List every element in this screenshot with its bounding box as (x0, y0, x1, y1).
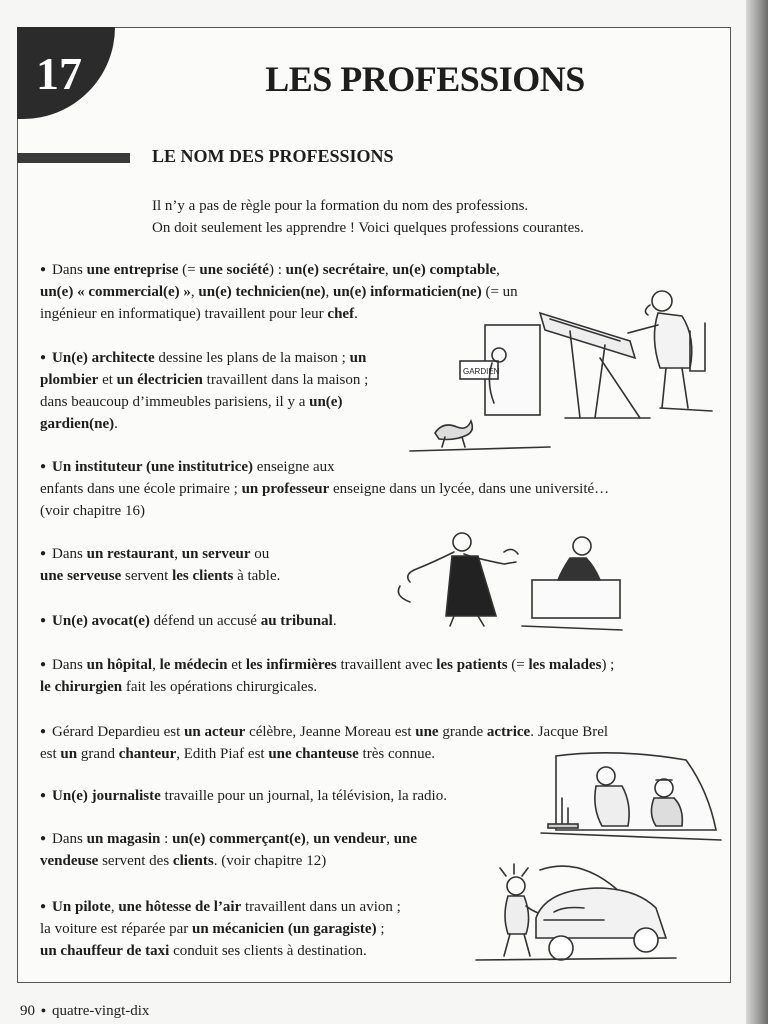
chapter-number: 17 (17, 27, 115, 119)
gardien-sign: GARDIEN (463, 367, 500, 376)
paragraph-magasin: ● Dans un magasin : un(e) commerçant(e), un vendeur, une vendeuse servent des clients. (voir chapitre 12) (40, 831, 418, 869)
intro-text (152, 195, 584, 239)
intro-line-1: Il n’y a pas de règle pour la formation du nom des professions. (152, 198, 529, 214)
taxi-illustration (536, 748, 726, 848)
section-title: LE NOM DES PROFESSIONS (152, 146, 394, 166)
paragraph-avocat: ● Un(e) avocat(e) défend un accusé au tribunal. (40, 613, 337, 629)
paragraph-pilote: ● Un pilote, une hôtesse de l’air travaillent dans un avion ; la voiture est réparée par un mécanicien (un garagiste) ; un chauffeur de taxi conduit ses clients à destination. (40, 899, 401, 959)
lawyer-court-illustration (392, 528, 627, 633)
section-bar (17, 153, 130, 163)
architect-concierge-illustration (400, 283, 725, 458)
paragraph-hopital: ● Dans un hôpital, le médecin et les infirmières travaillent avec les patients (= les malades) ; le chirurgien fait les opérations chirurgicales. (40, 657, 615, 695)
paragraph-entreprise: ● Dans une entreprise (= une société) : un(e) secrétaire, un(e) comptable, un(e) « commercial(e) », un(e) technicien(ne), un(e) informaticien(ne) (= un ingénieur en informatique) travaillent pour leur chef. (40, 262, 518, 322)
page-title: LES PROFESSIONS (265, 59, 585, 99)
page-number: 90 (20, 1003, 35, 1019)
page-number-words: quatre-vingt-dix (51, 1003, 150, 1019)
paragraph-acteur: ● Gérard Depardieu est un acteur célèbre, Jeanne Moreau est une grande actrice. Jacque Brel est un grand chanteur, Edith Piaf est une chanteuse très connue. (40, 724, 609, 762)
page-edge-shadow (746, 0, 768, 1024)
paragraph-restaurant: ● Dans un restaurant, un serveur ou une serveuse servent les clients à table. (40, 546, 281, 584)
intro-line-2: On doit seulement les apprendre ! Voici quelques professions courantes. (152, 220, 584, 236)
page-footer: 90 ● quatre-vingt-dix (20, 1003, 150, 1019)
mechanic-car-illustration (466, 858, 681, 968)
paragraph-instituteur: ● Un instituteur (une institutrice) enseigne aux enfants dans une école primaire ; un professeur enseigne dans un lycée, dans une université… (voir chapitre 16) (40, 459, 610, 519)
paragraph-journaliste: ● Un(e) journaliste travaille pour un journal, la télévision, la radio. (40, 788, 447, 804)
paragraph-architecte: ● Un(e) architecte dessine les plans de la maison ; un plombier et un électricien travaillent dans la maison ; dans beaucoup d’immeubles parisiens, il y a un(e) gardien(ne). (40, 350, 369, 432)
